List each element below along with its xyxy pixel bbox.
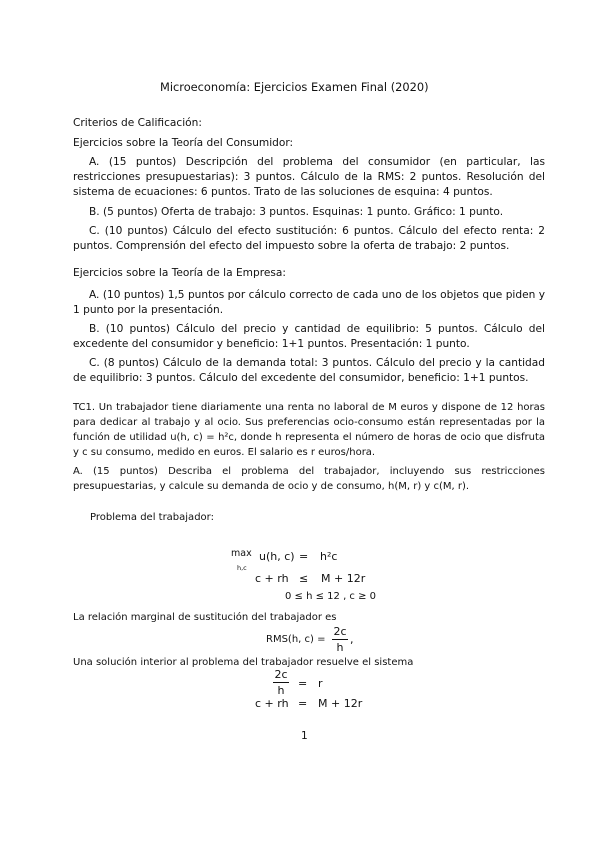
budget-lhs: c + rh [255, 572, 289, 585]
objective-equals: = [299, 550, 309, 563]
system-lhs-2: c + rh [255, 697, 289, 710]
criteria-heading: Criterios de Calificación: [73, 117, 202, 129]
rms-denominator: h [336, 641, 344, 654]
system-fraction-bar [273, 682, 289, 683]
bounds-constraint: 0 ≤ h ≤ 12 , c ≥ 0 [285, 591, 377, 602]
rms-numerator: 2c [333, 625, 347, 638]
system-numerator: 2c [274, 668, 288, 681]
consumer-item-a: A. (15 puntos) Descripción del problema del consumidor (en particular, las restricciones presupuestarias): 3 puntos. Cálculo de la RMS: 2 puntos. Resolución del sistema de ecuaciones: 6 puntos. Trato de las soluciones de esquina: 4 puntos. [73, 156, 545, 198]
firm-item-a: A. (10 puntos) 1,5 puntos por cálculo correcto de cada uno de los objetos que piden y 1 punto por la presentación. [73, 289, 545, 316]
consumer-item-b: B. (5 puntos) Oferta de trabajo: 3 puntos. Esquinas: 1 punto. Gráfico: 1 punto. [89, 206, 504, 218]
firm-item-b: B. (10 puntos) Cálculo del precio y cantidad de equilibrio: 5 puntos. Cálculo del excedente del consumidor y beneficio: 1+1 puntos. Presentación: 1 punto. [73, 323, 545, 350]
rms-text: La relación marginal de sustitución del trabajador es [73, 612, 337, 623]
interior-text: Una solución interior al problema del trabajador resuelve el sistema [73, 657, 414, 668]
rms-fraction [332, 625, 348, 654]
consumer-item-c: C. (10 puntos) Cálculo del efecto sustitución: 6 puntos. Cálculo del efecto renta: 2 puntos. Comprensión del efecto del impuesto sobre la oferta de trabajo: 2 puntos. [73, 225, 545, 252]
objective-rhs: h²c [320, 550, 338, 563]
system-fraction [273, 668, 289, 697]
system-eq-2: = [298, 697, 308, 710]
problem-label: Problema del trabajador: [90, 512, 214, 523]
system-denominator: h [277, 684, 285, 697]
consumer-heading: Ejercicios sobre la Teoría del Consumidor: [73, 137, 294, 149]
rms-comma: , [350, 633, 354, 646]
max-subscript: h,c [237, 564, 247, 572]
page-number: 1 [301, 730, 308, 742]
objective-function: u(h, c) [259, 550, 295, 563]
firm-item-c: C. (8 puntos) Cálculo de la demanda total: 3 puntos. Cálculo del precio y la cantidad de equilibrio: 3 puntos. Cálculo del excedente del consumidor, beneficio: 1+1 puntos. [73, 357, 545, 384]
document-title: Microeconomía: Ejercicios Examen Final (2020) [160, 80, 429, 94]
firm-heading: Ejercicios sobre la Teoría de la Empresa: [73, 267, 286, 279]
tc1-part-a: A. (15 puntos) Describa el problema del trabajador, incluyendo sus restricciones presupuestarias, y calcule su demanda de ocio y de consumo, h(M, r) y c(M, r). [73, 466, 545, 492]
system-eq-1: = [298, 677, 308, 690]
tc1-statement: TC1. Un trabajador tiene diariamente una renta no laboral de M euros y dispone de 12 horas para dedicar al trabajo y al ocio. Sus preferencias ocio-consumo están representadas por la función de utilidad u(h, c) = h²c, donde h representa el número de horas de ocio que disfruta y c su consumo, medido en euros. El salario es r euros/hora. [73, 402, 545, 458]
budget-le: ≤ [299, 572, 309, 585]
rms-lhs: RMS(h, c) = [266, 634, 326, 645]
max-operator: max [231, 548, 252, 559]
system-rhs-1: r [318, 677, 323, 690]
rms-fraction-bar [332, 639, 348, 640]
budget-rhs: M + 12r [321, 572, 366, 585]
system-rhs-2: M + 12r [318, 697, 363, 710]
